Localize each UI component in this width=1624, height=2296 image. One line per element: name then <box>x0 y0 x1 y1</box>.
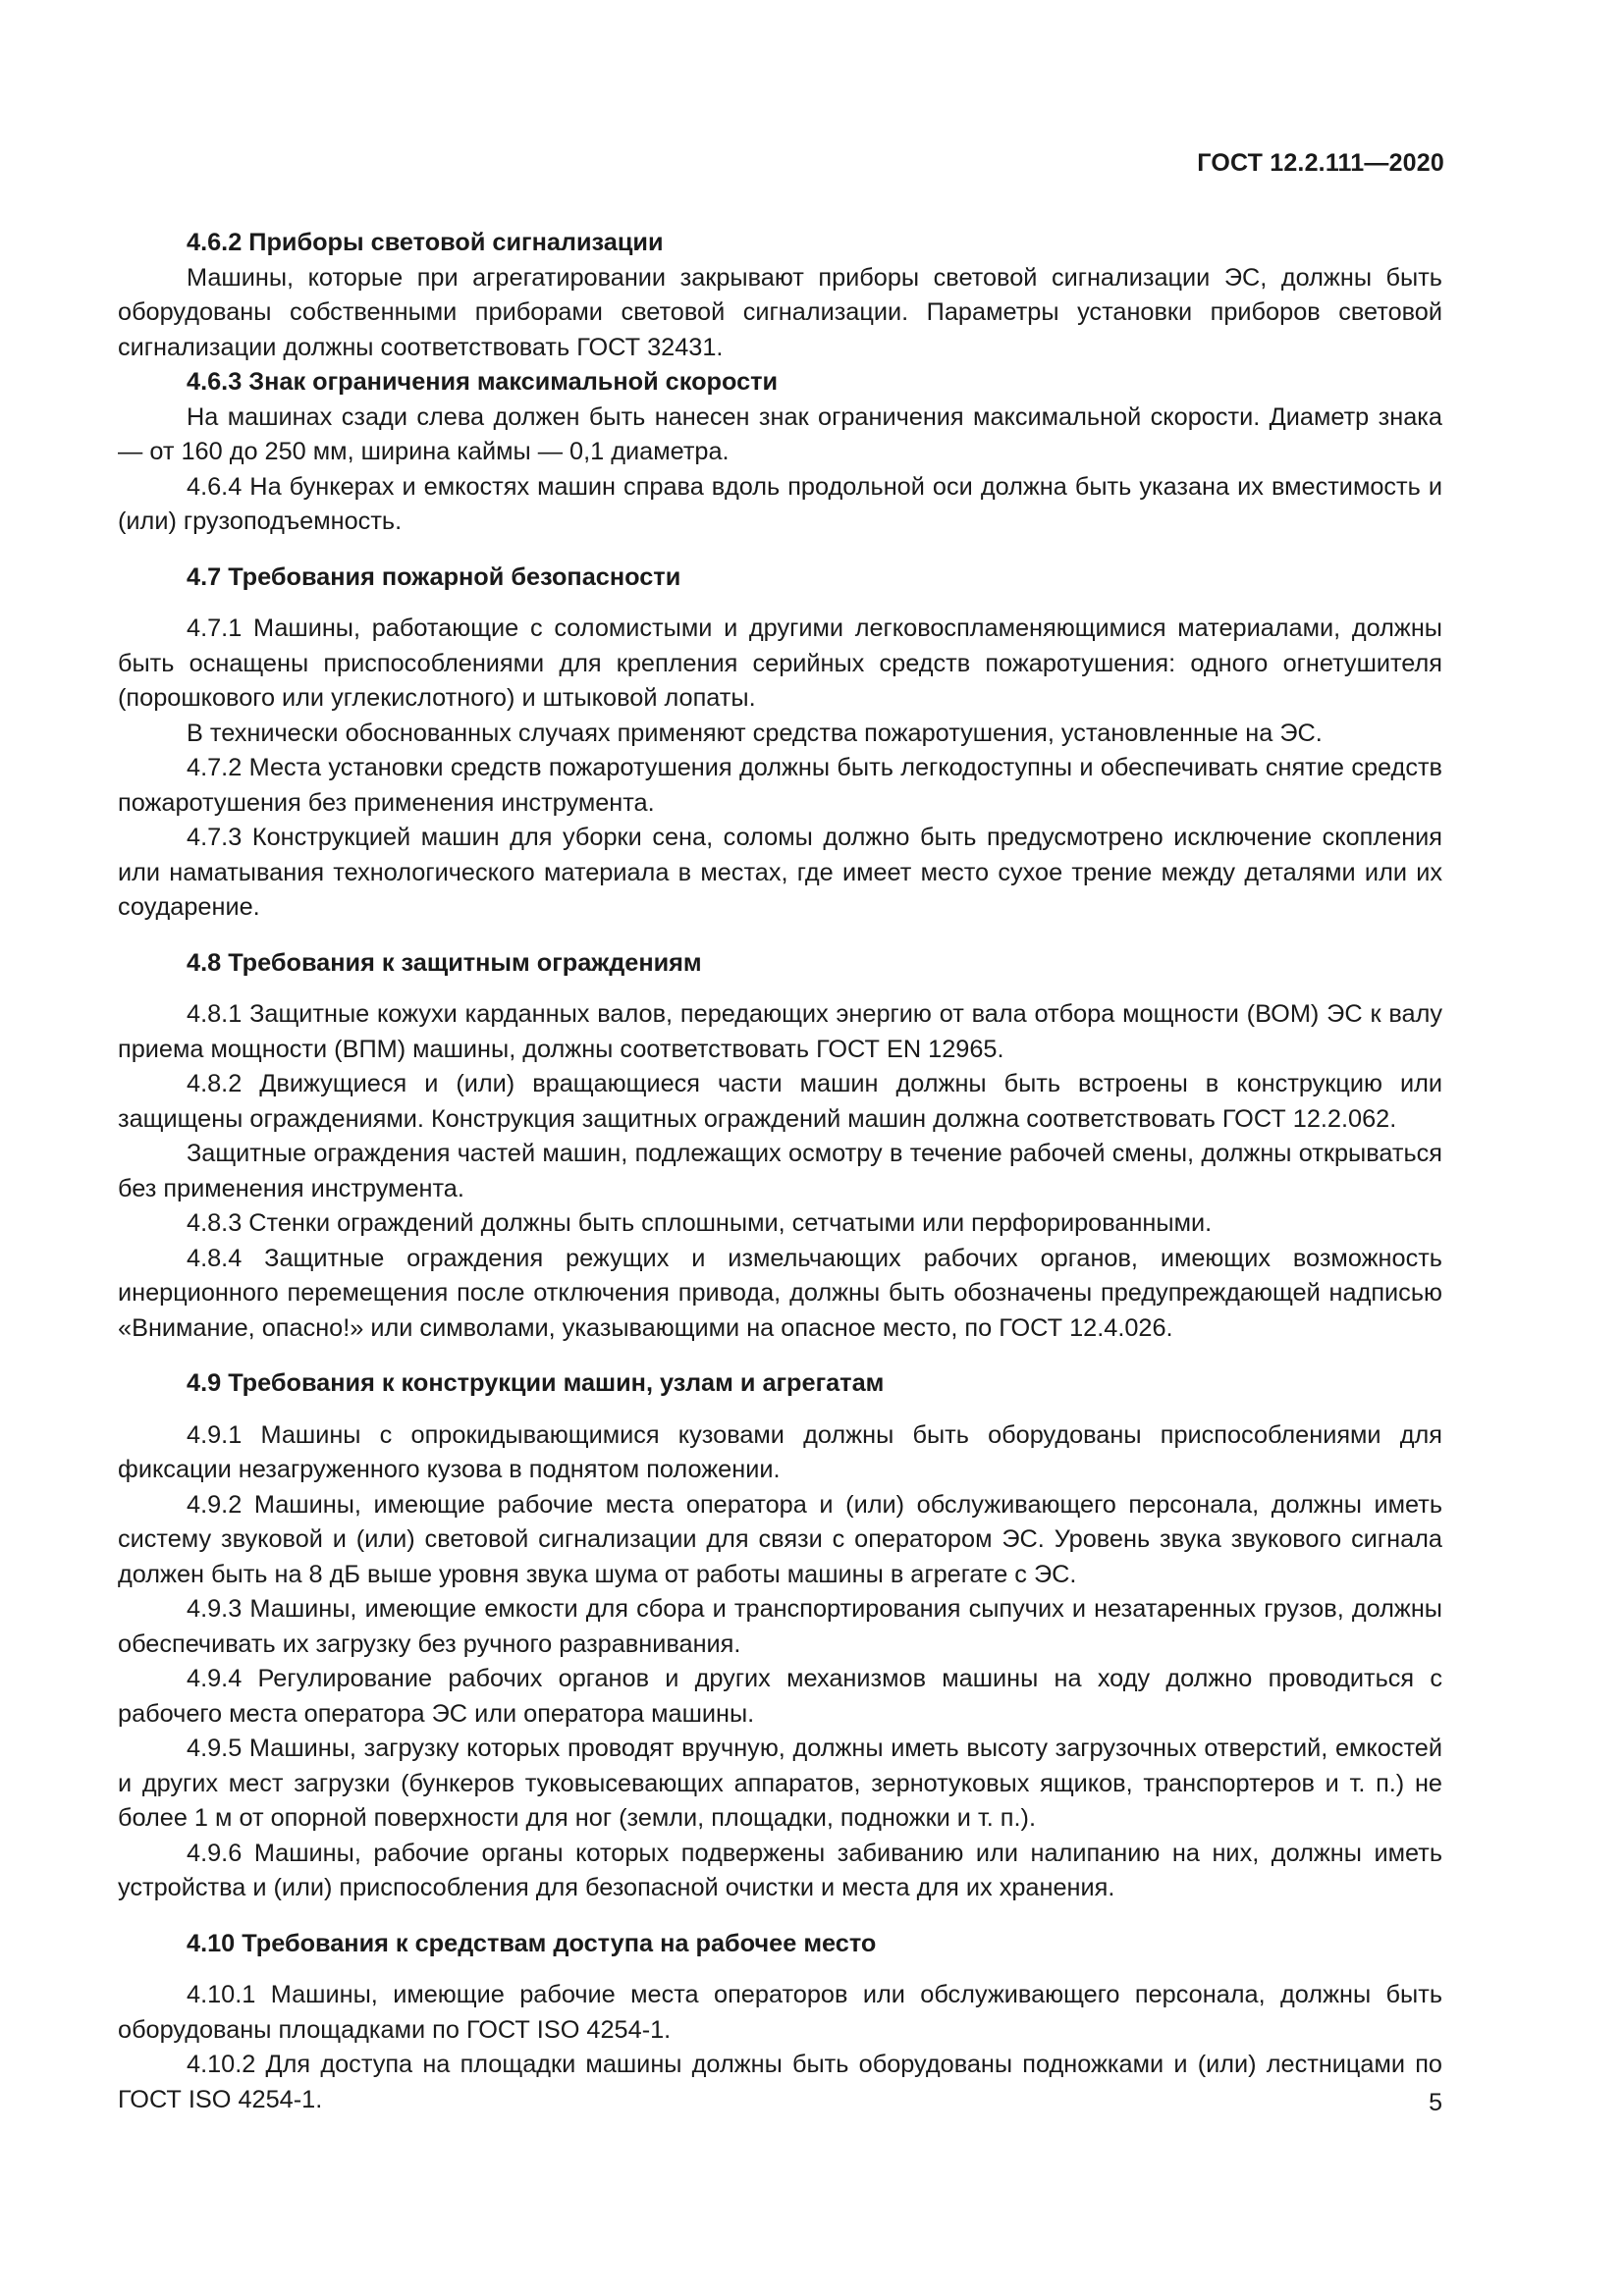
section-heading: 4.8 Требования к защитным ограждениям <box>187 948 702 977</box>
subsection-heading: 4.6.2 Приборы световой сигнализации <box>187 229 664 256</box>
paragraph: 4.9.2 Машины, имеющие рабочие места оператора и (или) обслуживающего персонала, должны иметь систему звуковой и (или) световой сигнализации для связи с оператором ЭС. Уровень звука звукового сигнала должен быть на 8 дБ выше уровня звука шума от работы машины в агрегате с ЭС. <box>118 1490 1442 1588</box>
paragraph: 4.9.4 Регулирование рабочих органов и других механизмов машины на ходу должно проводиться с рабочего места оператора ЭС или оператора машины. <box>118 1665 1442 1728</box>
section-heading: 4.9 Требования к конструкции машин, узлам и агрегатам <box>187 1369 885 1397</box>
section-heading: 4.7 Требования пожарной безопасности <box>187 562 681 591</box>
document-body <box>118 226 1442 2117</box>
paragraph: 4.8.2 Движущиеся и (или) вращающиеся части машин должны быть встроены в конструкцию или защищены ограждениями. Конструкция защитных ограждений машин должна соответствовать ГОСТ 12.2.062. <box>118 1070 1442 1133</box>
paragraph: 4.6.4 На бункерах и емкостях машин справа вдоль продольной оси должна быть указана их вместимость и (или) грузоподъемность. <box>118 472 1442 535</box>
paragraph: 4.8.1 Защитные кожухи карданных валов, передающих энергию от вала отбора мощности (ВОМ) ЭС к валу приема мощности (ВПМ) машины, должны соответствовать ГОСТ EN 12965. <box>118 1000 1442 1063</box>
paragraph: 4.9.6 Машины, рабочие органы которых подвержены забиванию или налипанию на них, должны иметь устройства и (или) приспособления для безопасной очистки и места для их хранения. <box>118 1839 1442 1901</box>
paragraph: 4.9.1 Машины с опрокидывающимися кузовами должны быть оборудованы приспособлениями для фиксации незагруженного кузова в поднятом положении. <box>118 1420 1442 1483</box>
paragraph: 4.9.5 Машины, загрузку которых проводят вручную, должны иметь высоту загрузочных отверстий, емкостей и других мест загрузки (бункеров туковысевающих аппаратов, зернотуковых ящиков, транспортеров и т. п.) не более 1 м от опорной поверхности для ног (земли, площадки, подножки и т. п.). <box>118 1735 1442 1832</box>
paragraph: Машины, которые при агрегатировании закрывают приборы световой сигнализации ЭС, должны быть оборудованы собственными приборами световой сигнализации. Параметры установки приборов световой сигнализации должны соответствовать ГОСТ 32431. <box>118 263 1442 361</box>
paragraph: 4.10.1 Машины, имеющие рабочие места операторов или обслуживающего персонала, должны быть оборудованы площадками по ГОСТ ISO 4254-1. <box>118 1981 1442 2044</box>
paragraph: 4.9.3 Машины, имеющие емкости для сбора и транспортирования сыпучих и незатаренных грузов, должны обеспечивать их загрузку без ручного разравнивания. <box>118 1595 1442 1658</box>
document-code: ГОСТ 12.2.111—2020 <box>1197 149 1444 177</box>
subsection-heading: 4.6.3 Знак ограничения максимальной скорости <box>187 368 779 396</box>
paragraph: Защитные ограждения частей машин, подлежащих осмотру в течение рабочей смены, должны открываться без применения инструмента. <box>118 1140 1442 1202</box>
paragraph: 4.7.2 Места установки средств пожаротушения должны быть легкодоступны и обеспечивать снятие средств пожаротушения без применения инструмента. <box>118 754 1442 817</box>
paragraph: На машинах сзади слева должен быть нанесен знак ограничения максимальной скорости. Диаметр знака — от 160 до 250 мм, ширина каймы — 0,1 диаметра. <box>118 402 1442 465</box>
paragraph: 4.10.2 Для доступа на площадки машины должны быть оборудованы подножками и (или) лестницами по ГОСТ ISO 4254-1. <box>118 2051 1442 2113</box>
paragraph: 4.8.4 Защитные ограждения режущих и измельчающих рабочих органов, имеющих возможность инерционного перемещения после отключения привода, должны быть обозначены предупреждающей надписью «Внимание, опасно!» или символами, указывающими на опасное место, по ГОСТ 12.4.026. <box>118 1244 1442 1342</box>
section-heading: 4.10 Требования к средствам доступа на рабочее место <box>187 1929 877 1957</box>
paragraph: 4.7.1 Машины, работающие с соломистыми и другими легковоспламеняющимися материалами, должны быть оснащены приспособлениями для крепления серийных средств пожаротушения: одного огнетушителя (порошкового или углекислотного) и штыковой лопаты. <box>118 614 1442 712</box>
paragraph: 4.7.3 Конструкцией машин для уборки сена, соломы должно быть предусмотрено исключение скопления или наматывания технологического материала в местах, где имеет место сухое трение между деталями или их соударение. <box>118 824 1442 921</box>
paragraph: В технически обоснованных случаях применяют средства пожаротушения, установленные на ЭС. <box>187 719 1323 747</box>
page-number: 5 <box>1429 2089 1442 2116</box>
paragraph: 4.8.3 Стенки ограждений должны быть сплошными, сетчатыми или перфорированными. <box>187 1209 1213 1237</box>
